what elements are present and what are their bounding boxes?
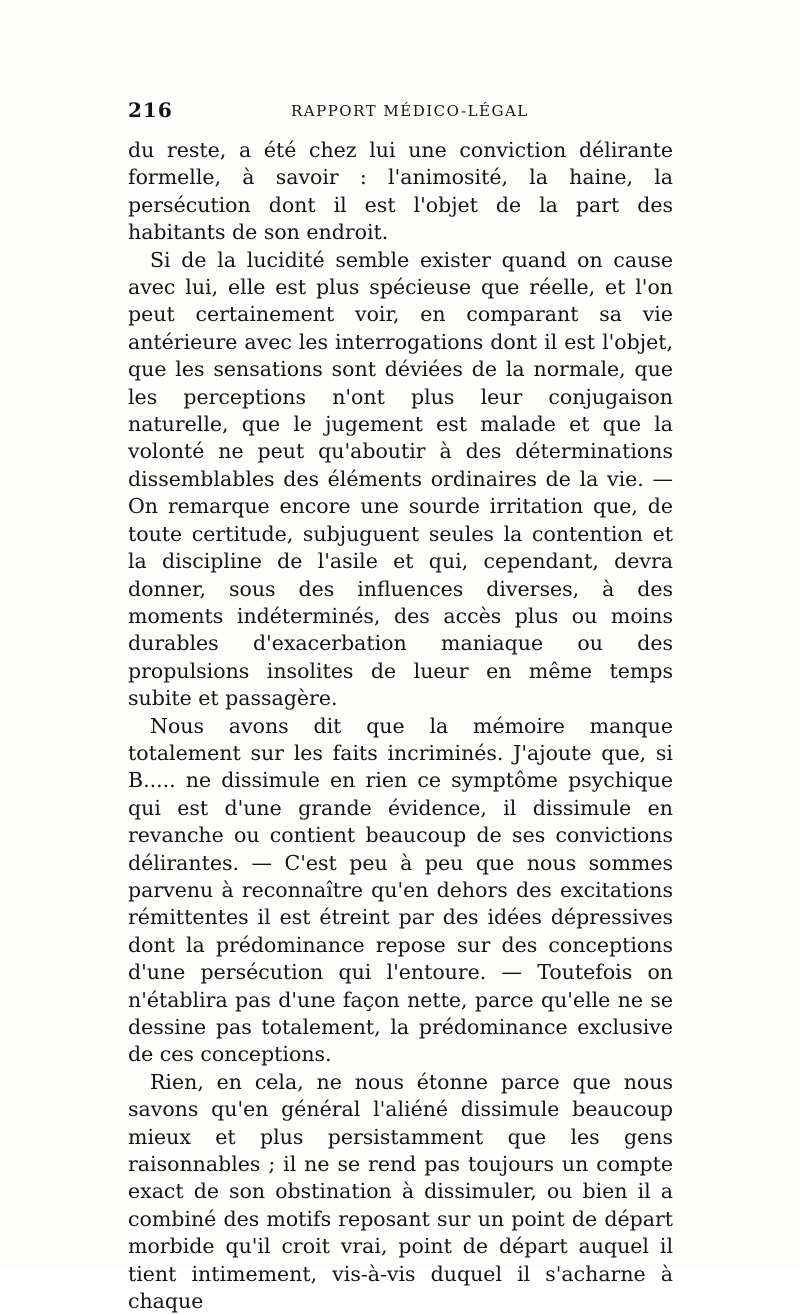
paragraph: Si de la lucidité semble exister quand on cause avec lui, elle est plus spécieuse que réelle, et l'on peut certainement voir, en comparant sa vie antérieure avec les interrogations dont il est l'objet, que les sensations sont déviées de la normale, que les perceptions n'ont plus leur conjugaison naturelle, que le jugement est malade et que la volonté ne peut qu'aboutir à des déterminations dissemblables des éléments ordinaires de la vie. — On remarque encore une sourde irritation que, de toute certitude, subjuguent seules la contention et la discipline de l'asile et qui, cependant, devra donner, sous des influences diverses, à des moments indéterminés, des accès plus ou moins durables d'exacerbation maniaque ou des propulsions insolites de lueur en même temps subite et passagère. <box>128 247 673 711</box>
body-text <box>128 137 673 1315</box>
paragraph: Rien, en cela, ne nous étonne parce que nous savons qu'en général l'aliéné dissimule beaucoup mieux et plus persistamment que les gens raisonnables ; il ne se rend pas toujours un compte exact de son obstination à dissimuler, ou bien il a combiné des motifs reposant sur un point de départ morbide qu'il croit vrai, point de départ auquel il tient intimement, vis-à-vis duquel il s'acharne à chaque <box>128 1069 673 1314</box>
paragraph-continued: du reste, a été chez lui une conviction délirante formelle, à savoir : l'animosité, la haine, la persécution dont il est l'objet de la part des habitants de son endroit. <box>128 138 673 245</box>
running-title: RAPPORT MÉDICO-LÉGAL <box>291 102 529 120</box>
paragraph: Nous avons dit que la mémoire manque totalement sur les faits incriminés. J'ajoute que, si B..... ne dissimule en rien ce symptôme psychique qui est d'une grande évidence, il dissimule en revanche ou contient beaucoup de ses convictions délirantes. — C'est peu à peu que nous sommes parvenu à reconnaître qu'en dehors des excitations rémittentes il est étreint par des idées dépressives dont la prédominance repose sur des conceptions d'une persécution qui l'entoure. — Toutefois on n'établira pas d'une façon nette, parce qu'elle ne se dessine pas totalement, la prédominance exclusive de ces conceptions. <box>128 713 673 1067</box>
page-number: 216 <box>128 98 173 122</box>
running-head <box>128 98 673 124</box>
